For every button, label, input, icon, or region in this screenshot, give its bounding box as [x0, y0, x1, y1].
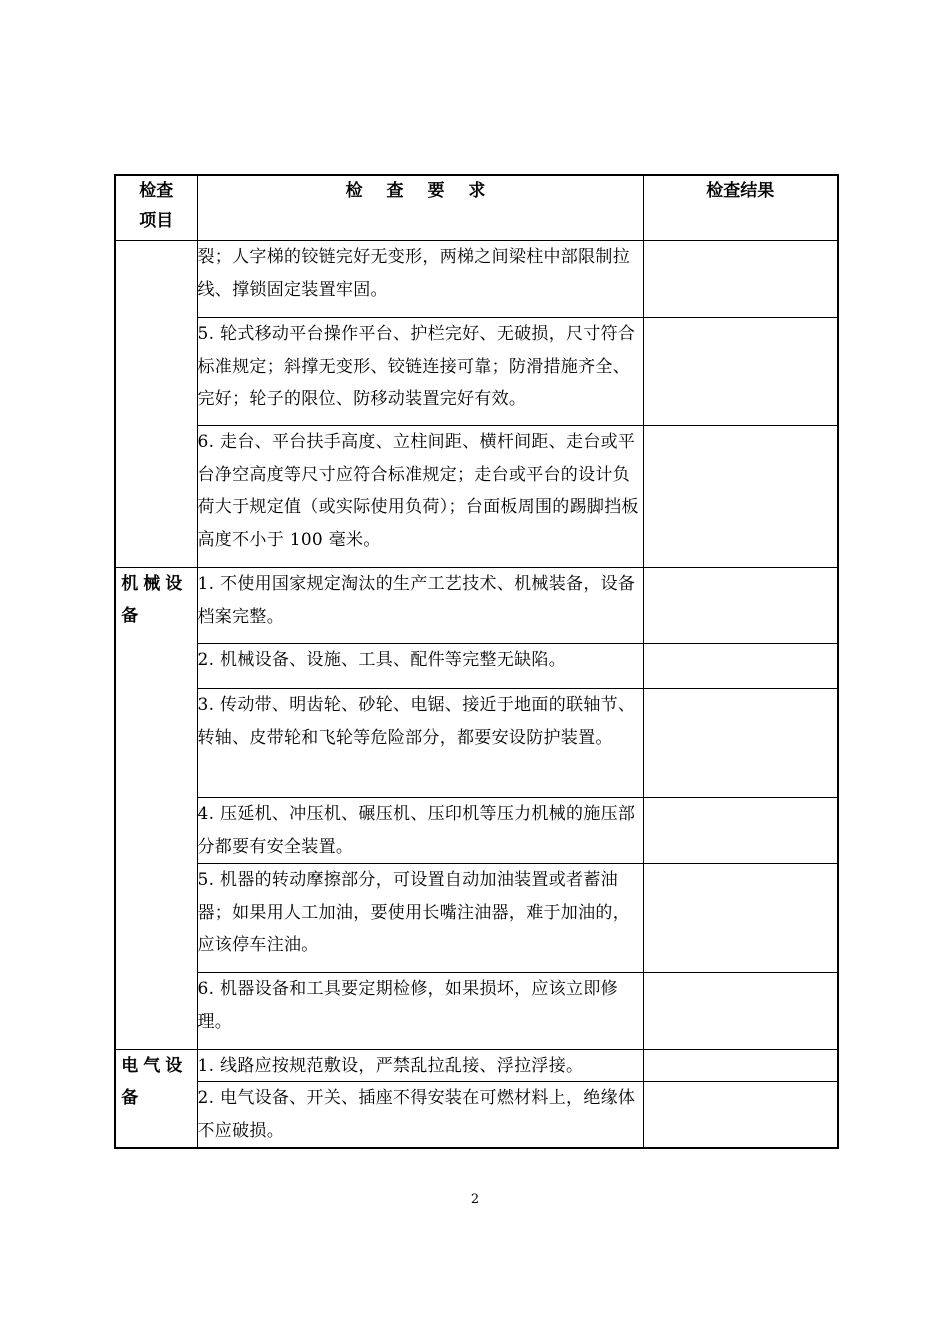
- requirement-cell: 2. 电气设备、开关、插座不得安装在可燃材料上，绝缘体不应破损。: [197, 1082, 643, 1149]
- table-row: [115, 644, 838, 689]
- requirement-cell: 5. 轮式移动平台操作平台、护栏完好、无破损，尺寸符合标准规定；斜撑无变形、铰链连接可靠；防滑措施齐全、完好；轮子的限位、防移动装置完好有效。: [197, 318, 643, 426]
- table-row: [115, 864, 838, 973]
- result-cell[interactable]: [643, 689, 838, 798]
- table-row: [115, 568, 838, 644]
- requirement-cell: 裂；人字梯的铰链完好无变形，两梯之间梁柱中部限制拉线、撑锁固定装置牢固。: [197, 241, 643, 318]
- category-cell: [115, 1050, 197, 1149]
- category-cell: [115, 241, 197, 568]
- category-cell: [115, 568, 197, 1050]
- result-cell[interactable]: [643, 973, 838, 1050]
- result-cell[interactable]: [643, 644, 838, 689]
- result-cell[interactable]: [643, 1082, 838, 1149]
- header-requirement: 检 查 要 求: [197, 175, 643, 241]
- table-row: [115, 1050, 838, 1082]
- requirement-cell: 5. 机器的转动摩擦部分，可设置自动加油装置或者蓄油器；如果用人工加油，要使用长嘴注油器，难于加油的，应该停车注油。: [197, 864, 643, 973]
- result-cell[interactable]: [643, 1050, 838, 1082]
- requirement-cell: 4. 压延机、冲压机、碾压机、压印机等压力机械的施压部分都要有安全装置。: [197, 798, 643, 864]
- requirement-cell: 3. 传动带、明齿轮、砂轮、电锯、接近于地面的联轴节、转轴、皮带轮和飞轮等危险部分，都要安设防护装置。: [197, 689, 643, 798]
- table-header-row: [115, 175, 838, 241]
- header-item-text: 检查 项目: [139, 181, 174, 231]
- result-cell[interactable]: [643, 864, 838, 973]
- table-row: [115, 798, 838, 864]
- table-row: [115, 426, 838, 568]
- table-row: [115, 1082, 838, 1149]
- requirement-cell: 1. 线路应按规范敷设，严禁乱拉乱接、浮拉浮接。: [197, 1050, 643, 1082]
- header-result: 检查结果: [643, 175, 838, 241]
- result-cell[interactable]: [643, 241, 838, 318]
- table-row: [115, 689, 838, 798]
- header-item: [115, 175, 197, 241]
- requirement-cell: 6. 走台、平台扶手高度、立柱间距、横杆间距、走台或平台净空高度等尺寸应符合标准规定；走台或平台的设计负荷大于规定值（或实际使用负荷）；台面板周围的踢脚挡板高度不小于 100 毫米。: [197, 426, 643, 568]
- requirement-cell: 2. 机械设备、设施、工具、配件等完整无缺陷。: [197, 644, 643, 689]
- table-row: [115, 241, 838, 318]
- category-label: 机械设备: [121, 574, 188, 626]
- requirement-cell: 1. 不使用国家规定淘汰的生产工艺技术、机械装备，设备档案完整。: [197, 568, 643, 644]
- table-row: [115, 318, 838, 426]
- inspection-table: [114, 174, 839, 1149]
- page-number: 2: [470, 1192, 480, 1207]
- category-label: 电气设备: [121, 1056, 188, 1108]
- table-row: [115, 973, 838, 1050]
- result-cell[interactable]: [643, 798, 838, 864]
- result-cell[interactable]: [643, 426, 838, 568]
- result-cell[interactable]: [643, 318, 838, 426]
- requirement-cell: 6. 机器设备和工具要定期检修，如果损坏，应该立即修理。: [197, 973, 643, 1050]
- result-cell[interactable]: [643, 568, 838, 644]
